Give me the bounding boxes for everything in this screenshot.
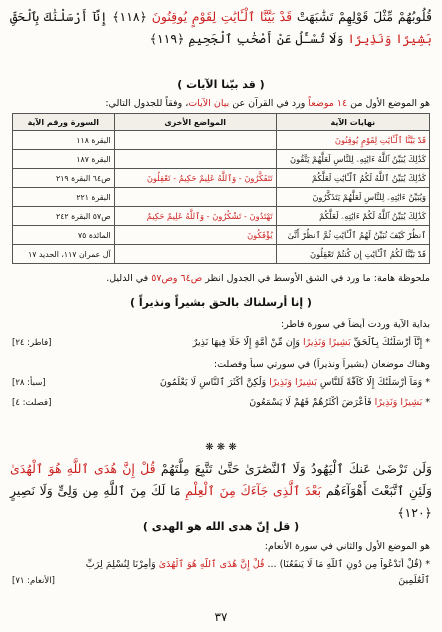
intro-text: ، وفقاً للجدول التالي: <box>105 98 189 109</box>
header-endings: نهايات الآية <box>276 114 429 131</box>
cell-other <box>114 150 276 169</box>
cell-other <box>114 131 276 150</box>
table-header-row <box>13 114 430 131</box>
note <box>12 271 430 286</box>
verse-text: وَلَٰكِنَّ أَكْثَرَ ٱلنَّاسِ لَا يَعْلَمُونَ <box>159 377 270 388</box>
verse-highlight: بَشِيرًا وَنَذِيرًا <box>374 397 423 408</box>
cell-other <box>114 245 276 264</box>
verse-highlight: بَشِيرًا وَنَذِيرًا <box>302 337 351 348</box>
verses-table <box>12 113 430 264</box>
section2-intro: بداية الآية وردت أيضاً في سورة فاطر: <box>280 319 430 330</box>
cell-other: تَهْتَدُونَ - تَشْكُرُونَ - وَٱللَّهُ عَلِيمٌ حَكِيمٌ <box>114 207 276 226</box>
verse-text: * إِنَّآ أَرْسَلْنَٰكَ بِٱلْحَقِّ <box>350 337 430 348</box>
verse-text: وَلَا تُسْـَٔلُ عَنْ أَصْحَٰبِ ٱلْجَحِيمِ ﴿١١٩﴾ <box>149 31 348 46</box>
note-text: ملحوظة هامة: ما ورد في الشق الأوسط في الجدول انظر <box>202 273 430 284</box>
table-row <box>13 150 430 169</box>
cell-ref: المائدة ٧٥ <box>13 226 115 245</box>
intro-text: هو الموضع الأول من <box>347 98 430 109</box>
table-row <box>13 188 430 207</box>
verse-highlight: قُلْ إِنَّ هُدَى ٱللَّهِ هُوَ ٱلْهُدَىٰ <box>10 461 156 476</box>
cell-end: ٱنظُرْ كَيْفَ نُبَيِّنُ لَهُمُ ٱلْـَٔايَٰتِ ثُمَّ ٱنظُرْ أَنَّىٰ <box>276 226 429 245</box>
intro-highlight: بيان الآيات <box>188 98 230 109</box>
verse-highlight: بَعْدَ ٱلَّذِى جَآءَكَ مِنَ ٱلْعِلْمِ <box>185 483 322 498</box>
note-text: في الدليل. <box>106 273 152 284</box>
section3-verse1 <box>12 558 430 572</box>
table-row <box>13 207 430 226</box>
verse-text: فَأَعْرَضَ أَكْثَرُهُمْ فَهُمْ لَا يَسْمَعُونَ <box>249 397 375 408</box>
verse-text: ﴿١١٨﴾ إِنَّآ أَرْسَلْنَٰكَ بِٱلْحَقِّ <box>10 9 152 24</box>
verse-text: وَأُمِرْنَا لِنُسْلِمَ لِرَبِّ <box>85 559 159 570</box>
cell-other <box>114 188 276 207</box>
section2-verse3 <box>12 396 430 410</box>
cell-end: كَذَٰلِكَ يُبَيِّنُ ٱللَّهُ ءَايَٰتِهِۦ لِلنَّاسِ لَعَلَّهُمْ يَتَّقُونَ <box>276 150 429 169</box>
ref-saba: [سبأ: ٢٨] <box>12 378 46 388</box>
table-row <box>13 131 430 150</box>
table-row <box>13 245 430 264</box>
section2-verse2 <box>12 376 430 390</box>
verse-text: وَلَن تَرْضَىٰ عَنكَ ٱلْيَهُودُ وَلَا ٱلنَّصَٰرَىٰ حَتَّىٰ تَتَّبِعَ مِلَّتَهُمْ <box>155 461 432 476</box>
note-highlight: ص٦٤ وص٥٧ <box>151 273 203 284</box>
table-row <box>13 226 430 245</box>
cell-ref: البقرة ٢٢١ <box>13 188 115 207</box>
ref-anam: [الأنعام: ٧١] <box>12 576 55 586</box>
cell-end: وَيُبَيِّنُ ءَايَٰتِهِۦ لِلنَّاسِ لَعَلَّهُمْ يَتَذَكَّرُونَ <box>276 188 429 207</box>
cell-ref: البقرة ١١٨ <box>13 131 115 150</box>
header-reference: السورة ورقم الآية <box>13 114 115 131</box>
divider-stars: ❋ ❋ ❋ <box>205 442 237 453</box>
cell-end: كَذَٰلِكَ يُبَيِّنُ ٱللَّهُ لَكُمُ ٱلْـَٔايَٰتِ لَعَلَّكُمْ <box>276 169 429 188</box>
verse-120 <box>10 458 432 524</box>
cell-end: قَدْ بَيَّنَّا لَكُمُ ٱلْـَٔايَٰتِ إِن كُنتُمْ تَعْقِلُونَ <box>276 245 429 264</box>
verse-text: وَلَئِنِ ٱتَّبَعْتَ أَهْوَآءَهُم <box>321 483 433 498</box>
verse-highlight: بَشِيرًا وَنَذِيرًا <box>269 377 317 388</box>
cell-ref: ص٦٤ البقرة ٢١٩ <box>13 169 115 188</box>
page-number: ٣٧ <box>214 610 228 624</box>
section1-intro <box>12 96 430 111</box>
verse-highlight: قُلْ إِنَّ هُدَى ٱللَّهِ هُوَ ٱلْهُدَىٰ <box>158 559 265 570</box>
verse-text: * (قُلْ أَنَدْعُواْ مِن دُونِ ٱللَّهِ مَا لَا يَنفَعُنَا) ... <box>264 559 430 570</box>
intro-highlight: ١٤ موضعاً <box>308 98 348 109</box>
verse-text: قُلُوبُهُمْ مِّثْلَ قَوْلِهِمْ تَشَٰبَهَتْ <box>292 9 432 24</box>
ref-fussilat: [فصلت: ٤] <box>12 398 52 408</box>
verse-text: مَا لَكَ مِنَ ٱللَّهِ مِن وَلِىٍّ وَلَا نَصِيرٍ ﴿١٢٠﴾ <box>10 483 432 520</box>
section3-verse1-cont: ٱلْعَٰلَمِينَ <box>398 575 430 586</box>
section-title-1: ( قد بيّنا الآيات ) <box>177 78 265 91</box>
cell-ref: ص٥٧ البقرة ٢٤٢ <box>13 207 115 226</box>
header-other: المواضع الأخرى <box>114 114 276 131</box>
verse-text: وَإِن مِّنْ أُمَّةٍ إِلَّا خَلَا فِيهَا نَذِيرٌ <box>192 337 303 348</box>
verse-highlight: بَشِيرًا وَنَذِيرًا <box>347 31 432 46</box>
cell-other: تَتَفَكَّرُونَ - وَٱللَّهُ عَلِيمٌ حَكِيمٌ - تَعْقِلُونَ <box>114 169 276 188</box>
ref-fatir: [فاطر: ٢٤] <box>12 338 52 348</box>
table-row <box>13 169 430 188</box>
cell-end: قَدْ بَيَّنَّا ٱلْـَٔايَٰتِ لِقَوْمٍ يُوقِنُونَ <box>276 131 429 150</box>
verse-text: * <box>422 397 430 408</box>
verse-118-119 <box>10 6 432 50</box>
section2-verse1 <box>12 336 430 350</box>
verse-text: * وَمَآ أَرْسَلْنَٰكَ إِلَّا كَآفَّةً لِّلنَّاسِ <box>316 377 430 388</box>
verse-highlight: قَدْ بَيَّنَّا ٱلْـَٔايَٰتِ لِقَوْمٍ يُوقِنُونَ <box>151 9 293 24</box>
section2-intro2: وهناك موضعان (بشيراً ونذيراً) في سورتي سبأ وفصلت: <box>213 359 430 370</box>
section3-intro: هو الموضع الأول والثاني في سورة الأنعام: <box>264 541 430 552</box>
cell-ref: آل عمران ١١٧، الحديد ١٧ <box>13 245 115 264</box>
section-title-2: ( إنا أرسلناك بالحق بشيراً ونذيراً ) <box>130 296 312 309</box>
cell-end: كَذَٰلِكَ يُبَيِّنُ ٱللَّهُ لَكُمْ ءَايَٰتِهِۦ لَعَلَّكُمْ <box>276 207 429 226</box>
cell-other: يُؤْفَكُونَ <box>114 226 276 245</box>
intro-text: ورد في القرآن عن <box>229 98 309 109</box>
cell-ref: البقرة ١٨٧ <box>13 150 115 169</box>
section-title-3: ( قل إنّ هدى الله هو الهدى ) <box>142 520 300 533</box>
